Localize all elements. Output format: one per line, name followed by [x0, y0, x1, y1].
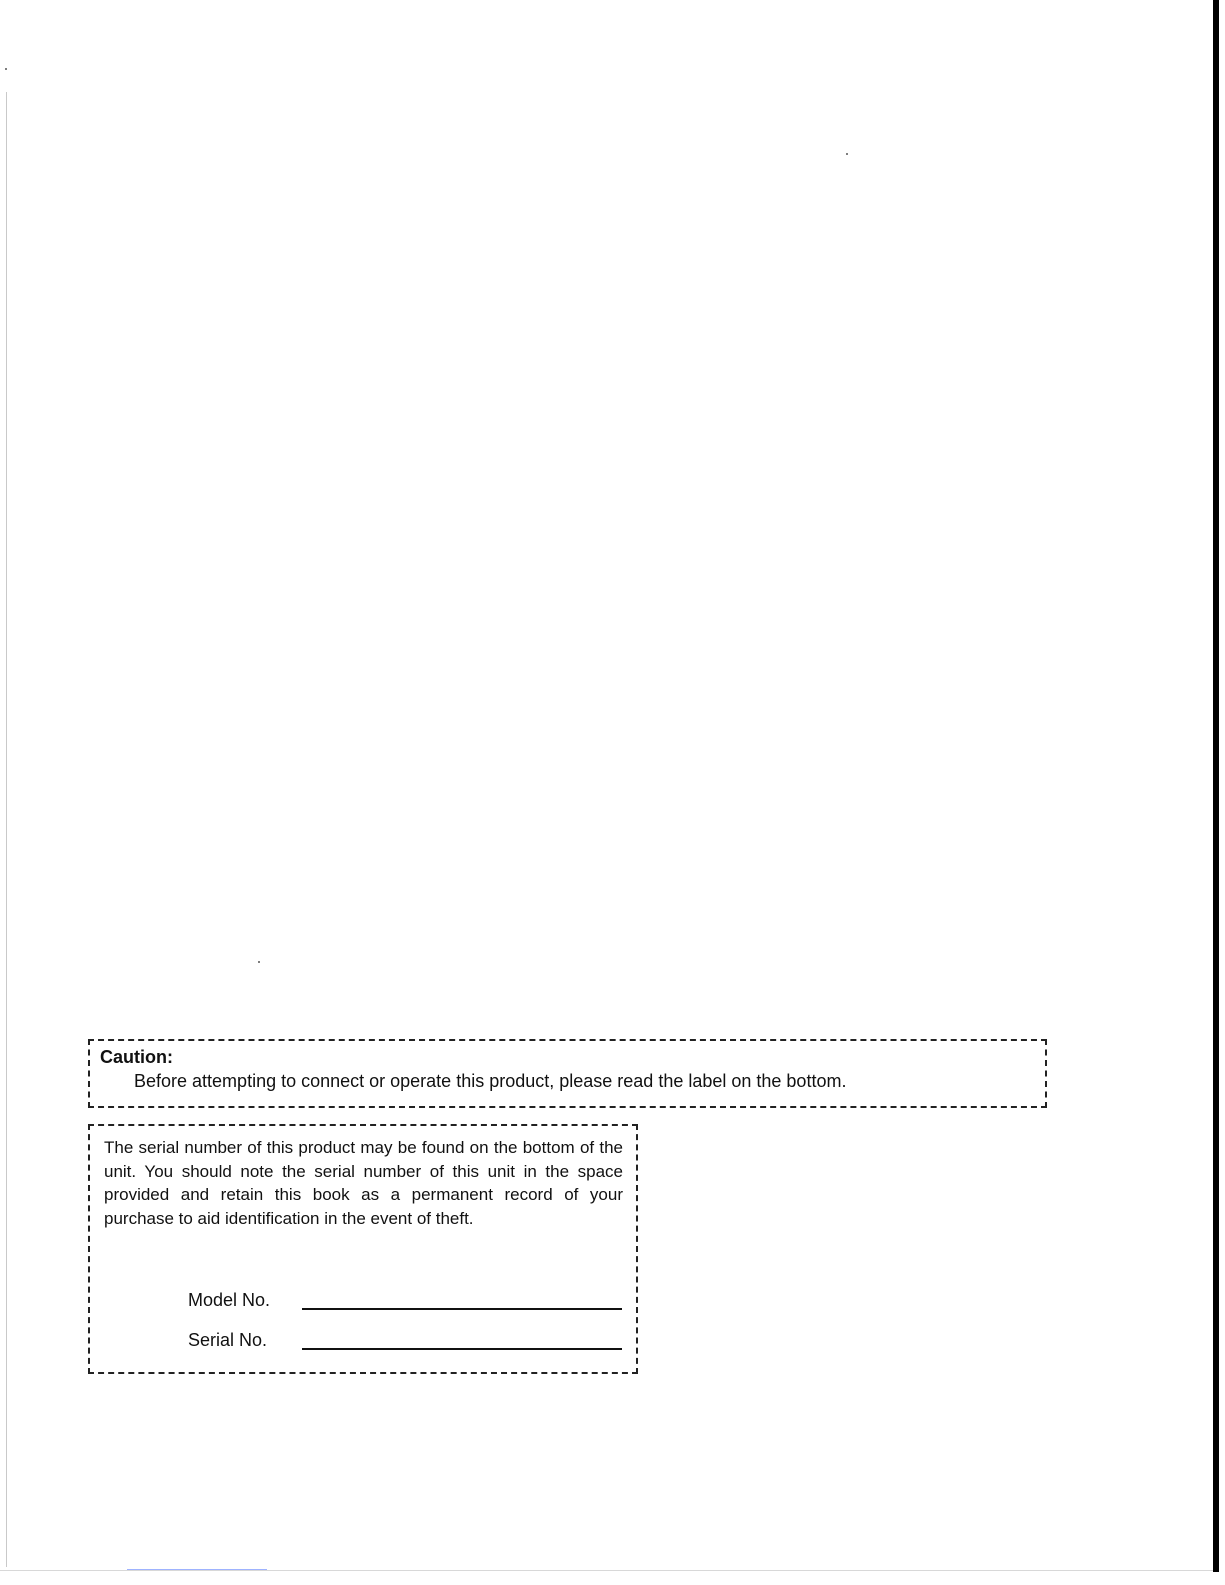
- model-number-label: Model No.: [188, 1290, 271, 1310]
- serial-number-row: [188, 1328, 624, 1354]
- serial-record-box: [88, 1124, 638, 1374]
- model-number-field[interactable]: [302, 1308, 622, 1310]
- scan-speck: [5, 68, 7, 70]
- scan-speck: [258, 961, 260, 963]
- serial-instructions: The serial number of this product may be found on the bottom of the unit. You should note the serial number of this unit in the space provided and retain this book as a permanent record of your purchase to aid identification in the event of theft.: [104, 1138, 623, 1228]
- scan-speck: [846, 153, 848, 155]
- page-edge-left: [6, 92, 7, 1567]
- caution-text: Before attempting to connect or operate this product, please read the label on the bottom.: [134, 1071, 847, 1091]
- page-edge-bottom-accent: [127, 1569, 267, 1570]
- model-number-row: [188, 1288, 624, 1314]
- caution-box: [88, 1039, 1047, 1108]
- caution-title: Caution:: [100, 1047, 173, 1067]
- serial-number-label: Serial No.: [188, 1330, 268, 1350]
- page-edge-right: [1213, 0, 1219, 1572]
- serial-number-field[interactable]: [302, 1348, 622, 1350]
- page-edge-bottom: [0, 1570, 1213, 1571]
